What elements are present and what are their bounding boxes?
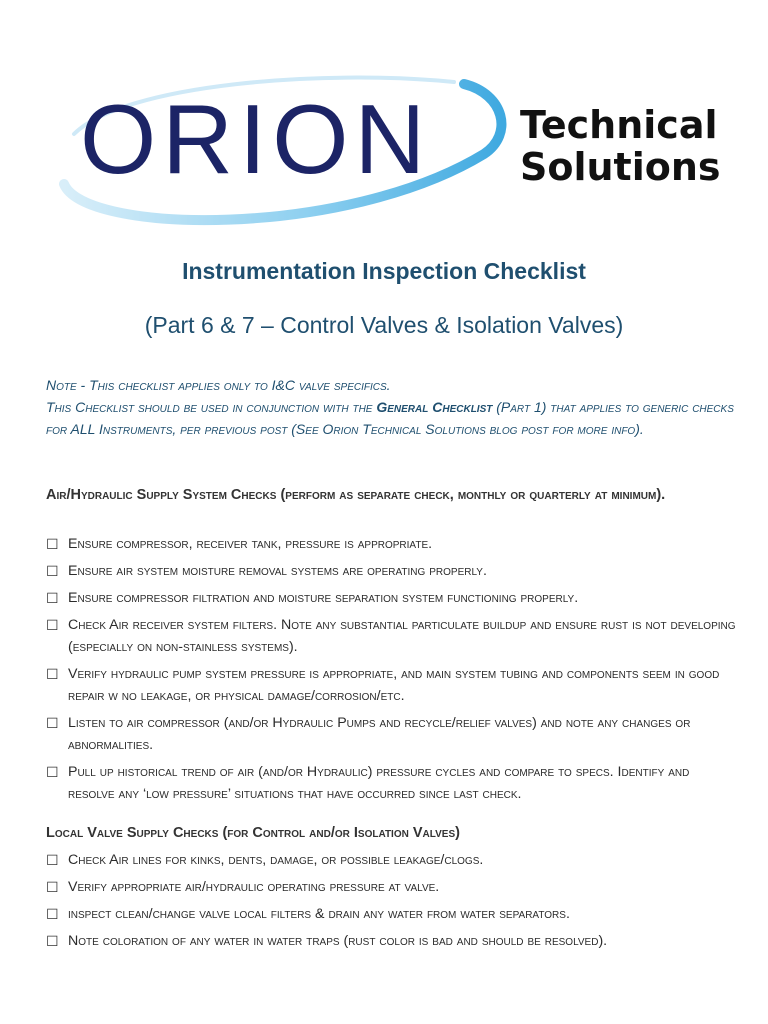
checkbox[interactable]: ☐: [46, 617, 59, 633]
air-hydraulic-checklist: [46, 533, 736, 805]
checklist-item: [46, 903, 736, 925]
checklist-item-text: Ensure compressor, receiver tank, pressure is appropriate.: [68, 536, 433, 552]
checkbox[interactable]: ☐: [46, 906, 59, 922]
checkbox[interactable]: ☐: [46, 590, 59, 606]
general-checklist-ref: General Checklist: [376, 399, 493, 415]
checkbox[interactable]: ☐: [46, 563, 59, 579]
checklist-item: [46, 761, 736, 805]
checklist-item: [46, 712, 736, 756]
logo-tagline: [520, 104, 721, 188]
checklist-item: [46, 587, 736, 609]
local-valve-checklist: [46, 849, 736, 952]
logo-wordmark: ORION: [80, 84, 432, 194]
checkbox[interactable]: ☐: [46, 666, 59, 682]
note-line-2-pre: This Checklist should be used in conjunction with the: [46, 399, 377, 415]
checklist-item: [46, 876, 736, 898]
checkbox[interactable]: ☐: [46, 933, 59, 949]
checkbox[interactable]: ☐: [46, 852, 59, 868]
section-heading-local-valve: Local Valve Supply Checks (for Control and/or Isolation Valves): [46, 825, 460, 841]
checklist-item-text: Verify appropriate air/hydraulic operating pressure at valve.: [68, 879, 440, 895]
checklist-item-text: Note coloration of any water in water traps (rust color is bad and should be resolved).: [68, 933, 608, 949]
checklist-item-text: Check Air receiver system filters. Note any substantial particulate buildup and ensure rust is not developing (especially on non-stainless systems).: [68, 617, 736, 655]
checklist-item-text: Check Air lines for kinks, dents, damage, or possible leakage/clogs.: [68, 852, 484, 868]
checklist-item-text: Verify hydraulic pump system pressure is appropriate, and main system tubing and components seem in good repair w no leakage, or physical damage/corrosion/etc.: [68, 666, 720, 704]
section-heading-air-hydraulic: Air/Hydraulic Supply System Checks (perform as separate check, monthly or quarterly at minimum).: [46, 487, 666, 503]
note-block: [46, 374, 736, 440]
checkbox[interactable]: ☐: [46, 536, 59, 552]
checklist-item: [46, 614, 736, 658]
checklist-item-text: Pull up historical trend of air (and/or Hydraulic) pressure cycles and compare to specs. Identify and resolve any ‘low pressure’ situations that have occurred since last check.: [68, 764, 690, 802]
checkbox[interactable]: ☐: [46, 715, 59, 731]
checklist-item-text: Ensure air system moisture removal systems are operating properly.: [68, 563, 487, 579]
checklist-item: [46, 930, 736, 952]
logo-tagline-line1: Technical: [520, 103, 718, 147]
checklist-item: [46, 849, 736, 871]
checklist-item-text: inspect clean/change valve local filters & drain any water from water separators.: [68, 906, 570, 922]
note-line-1: Note - This checklist applies only to I&C valve specifics.: [46, 377, 391, 393]
checklist-item-text: Ensure compressor filtration and moisture separation system functioning properly.: [68, 590, 579, 606]
checkbox[interactable]: ☐: [46, 879, 59, 895]
checkbox[interactable]: ☐: [46, 764, 59, 780]
checklist-item: [46, 663, 736, 707]
page-subtitle: (Part 6 & 7 – Control Valves & Isolation Valves): [144, 312, 624, 338]
checklist-item-text: Listen to air compressor (and/or Hydraulic Pumps and recycle/relief valves) and note any changes or abnormalities.: [68, 715, 691, 753]
note-line-2-post: (Part 1) that applies to generic checks for ALL Instruments, per previous post (See Orion Technical Solutions blog post for more info).: [46, 399, 734, 437]
note-line-2: [46, 396, 736, 440]
page-title: Instrumentation Inspection Checklist: [182, 258, 586, 284]
checklist-item: [46, 560, 736, 582]
logo-tagline-line2: Solutions: [520, 145, 721, 189]
checklist-item: [46, 533, 736, 555]
company-logo: [44, 64, 734, 234]
